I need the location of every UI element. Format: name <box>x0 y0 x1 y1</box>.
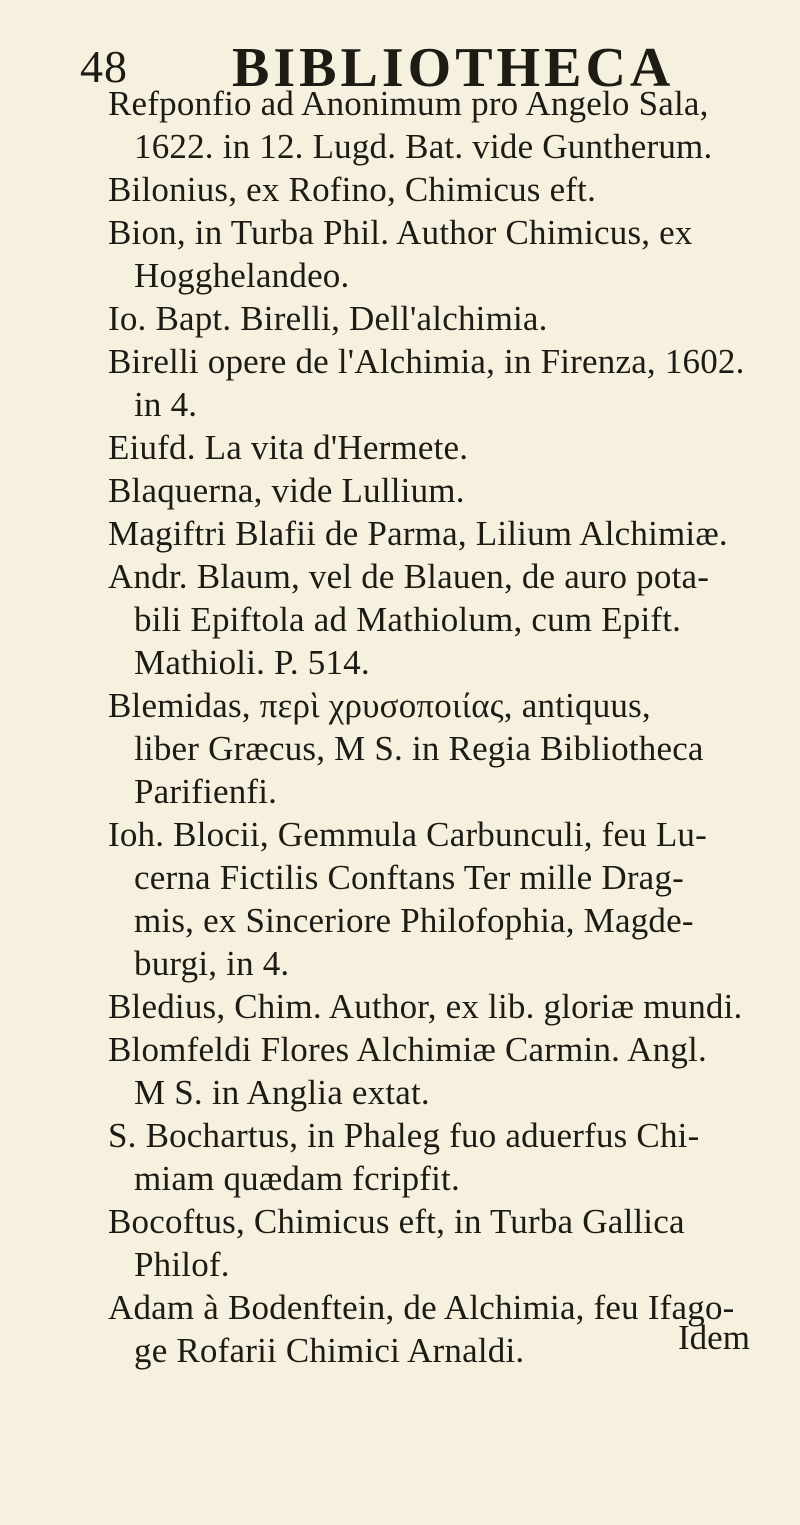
entry-continuation-line: in 4. <box>134 385 198 424</box>
entry-line: Magiftri Blafii de Parma, Lilium Alchimiæ. <box>108 514 728 553</box>
bibliography-entry <box>108 512 798 555</box>
entry-continuation-line: Mathioli. P. 514. <box>134 643 370 682</box>
bibliography-entry <box>108 297 798 340</box>
entry-line: Andr. Blaum, vel de Blauen, de auro pota- <box>108 557 710 596</box>
entry-line: Refponfio ad Anonimum pro Angelo Sala, <box>108 84 709 123</box>
entry-line: Eiufd. La vita d'Hermete. <box>108 428 469 467</box>
bibliography-entry <box>108 555 798 684</box>
entry-continuation-line: burgi, in 4. <box>134 944 290 983</box>
bibliography-entries <box>108 82 798 1372</box>
entry-line: Blemidas, περὶ χρυσοποιίας, antiquus, <box>108 686 651 725</box>
bibliography-entry <box>108 82 798 168</box>
entry-line: Bilonius, ex Rofino, Chimicus eft. <box>108 170 597 209</box>
entry-line: Blomfeldi Flores Alchimiæ Carmin. Angl. <box>108 1030 707 1069</box>
entry-continuation-line: 1622. in 12. Lugd. Bat. vide Guntherum. <box>134 127 713 166</box>
bibliography-entry <box>108 813 798 985</box>
catchword: Idem <box>678 1318 750 1357</box>
entry-continuation-line: M S. in Anglia extat. <box>134 1073 430 1112</box>
entry-line: Bocoftus, Chimicus eft, in Turba Gallica <box>108 1202 685 1241</box>
bibliography-entry <box>108 684 798 813</box>
entry-continuation-line: mis, ex Sinceriore Philofophia, Magde- <box>134 901 694 940</box>
entry-continuation-line: Philof. <box>134 1245 230 1284</box>
entry-line: Bledius, Chim. Author, ex lib. gloriæ mundi. <box>108 987 743 1026</box>
entry-continuation-line: cerna Fictilis Conftans Ter mille Drag- <box>134 858 684 897</box>
bibliography-entry <box>108 985 798 1028</box>
entry-line: Adam à Bodenftein, de Alchimia, feu Ifago- <box>108 1288 735 1327</box>
entry-line: Blaquerna, vide Lullium. <box>108 471 465 510</box>
bibliography-entry <box>108 211 798 297</box>
entry-line: S. Bochartus, in Phaleg fuo aduerfus Chi- <box>108 1116 700 1155</box>
entry-continuation-line: miam quædam fcripfit. <box>134 1159 460 1198</box>
entry-line: Birelli opere de l'Alchimia, in Firenza, 1602. <box>108 342 745 381</box>
entry-continuation-line: ge Rofarii Chimici Arnaldi. <box>134 1331 525 1370</box>
bibliography-entry <box>108 426 798 469</box>
bibliography-entry <box>108 1028 798 1114</box>
page-number: 48 <box>80 41 128 92</box>
entry-line: Ioh. Blocii, Gemmula Carbunculi, feu Lu- <box>108 815 707 854</box>
bibliography-entry <box>108 168 798 211</box>
entry-continuation-line: liber Græcus, M S. in Regia Bibliotheca <box>134 729 704 768</box>
entry-continuation-line: bili Epiftola ad Mathiolum, cum Epift. <box>134 600 682 639</box>
entry-continuation-line: Hogghelandeo. <box>134 256 350 295</box>
bibliography-entry <box>108 340 798 426</box>
running-title: BIBLIOTHECA <box>232 37 675 99</box>
entry-continuation-line: Parifienfi. <box>134 772 278 811</box>
entry-line: Io. Bapt. Birelli, Dell'alchimia. <box>108 299 548 338</box>
entry-line: Bion, in Turba Phil. Author Chimicus, ex <box>108 213 693 252</box>
bibliography-entry <box>108 1200 798 1286</box>
bibliography-entry <box>108 469 798 512</box>
bibliography-entry <box>108 1114 798 1200</box>
